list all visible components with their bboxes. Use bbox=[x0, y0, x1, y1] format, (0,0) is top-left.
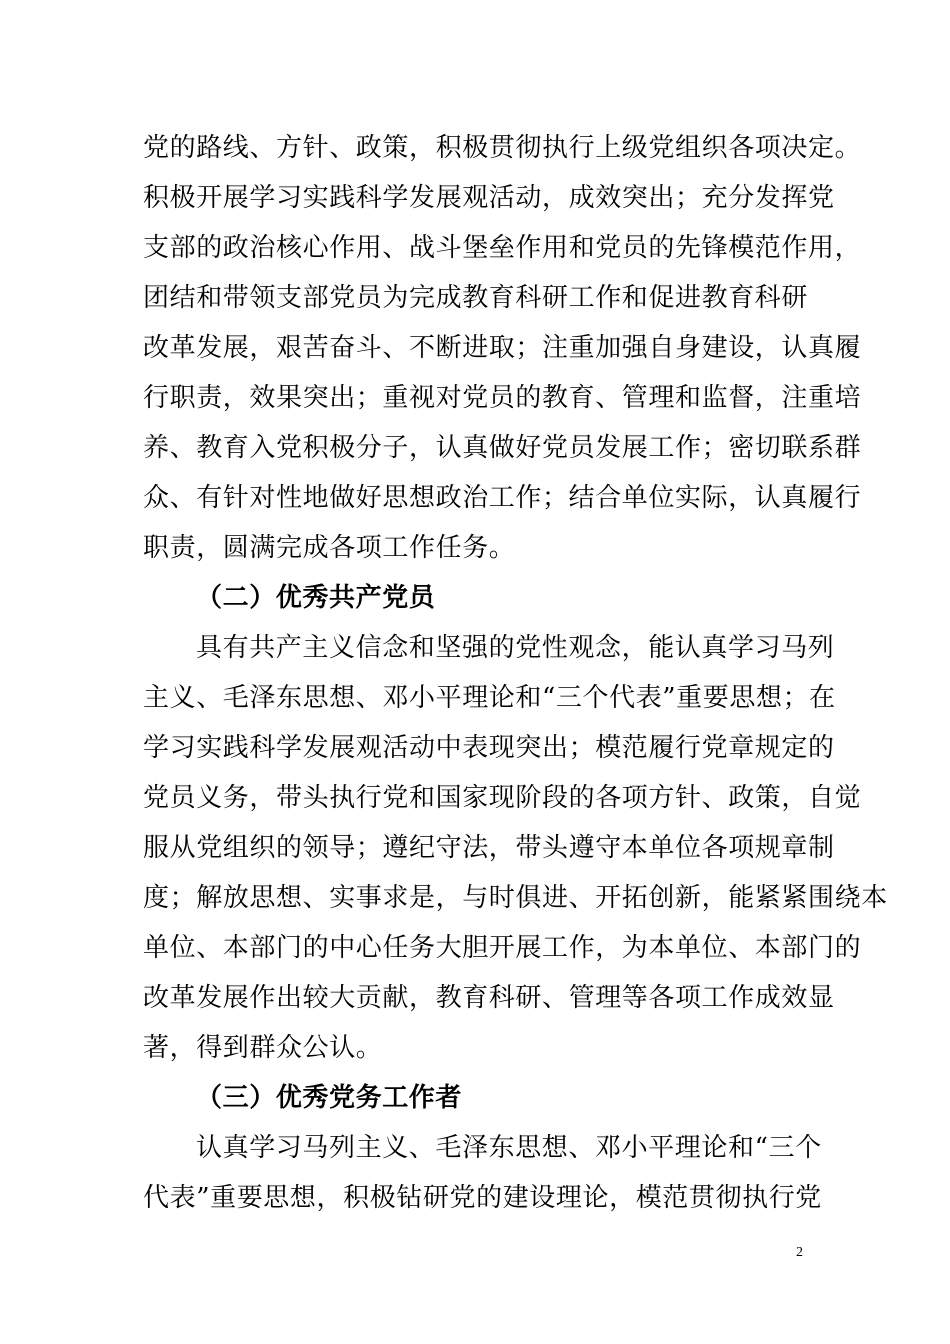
page-number: 2 bbox=[796, 1245, 803, 1260]
paragraph-line: 具有共产主义信念和坚强的党性观念，能认真学习马列 bbox=[196, 633, 835, 663]
paragraph-line: 支部的政治核心作用、战斗堡垒作用和党员的先锋模范作用， bbox=[143, 233, 862, 263]
paragraph-line: 改革发展，艰苦奋斗、不断进取；注重加强自身建设，认真履 bbox=[143, 333, 862, 363]
paragraph-line: 养、教育入党积极分子，认真做好党员发展工作；密切联系群 bbox=[143, 433, 862, 463]
paragraph-line: 学习实践科学发展观活动中表现突出；模范履行党章规定的 bbox=[143, 733, 835, 763]
paragraph-line: 团结和带领支部党员为完成教育科研工作和促进教育科研 bbox=[143, 283, 809, 313]
paragraph-line: 服从党组织的领导；遵纪守法，带头遵守本单位各项规章制 bbox=[143, 833, 835, 863]
paragraph-line: 行职责，效果突出；重视对党员的教育、管理和监督，注重培 bbox=[143, 383, 862, 413]
paragraph-line: 单位、本部门的中心任务大胆开展工作，为本单位、本部门的 bbox=[143, 933, 862, 963]
paragraph-line: 著，得到群众公认。 bbox=[143, 1033, 383, 1063]
section-heading-3: （三）优秀党务工作者 bbox=[196, 1083, 463, 1113]
paragraph-line: 主义、毛泽东思想、邓小平理论和“三个代表”重要思想；在 bbox=[143, 683, 836, 713]
paragraph-line: 党的路线、方针、政策，积极贯彻执行上级党组织各项决定。 bbox=[143, 133, 862, 163]
paragraph-line: 度；解放思想、实事求是，与时俱进、开拓创新，能紧紧围绕本 bbox=[143, 883, 888, 913]
paragraph-line: 党员义务，带头执行党和国家现阶段的各项方针、政策，自觉 bbox=[143, 783, 862, 813]
paragraph-line: 众、有针对性地做好思想政治工作；结合单位实际，认真履行 bbox=[143, 483, 862, 513]
paragraph-line: 积极开展学习实践科学发展观活动，成效突出；充分发挥党 bbox=[143, 183, 835, 213]
paragraph-line: 职责，圆满完成各项工作任务。 bbox=[143, 533, 516, 563]
paragraph-line: 改革发展作出较大贡献，教育科研、管理等各项工作成效显 bbox=[143, 983, 835, 1013]
paragraph-line: 代表”重要思想，积极钻研党的建设理论，模范贯彻执行党 bbox=[143, 1183, 822, 1213]
paragraph-line: 认真学习马列主义、毛泽东思想、邓小平理论和“三个 bbox=[196, 1133, 822, 1163]
section-heading-2: （二）优秀共产党员 bbox=[196, 583, 436, 613]
